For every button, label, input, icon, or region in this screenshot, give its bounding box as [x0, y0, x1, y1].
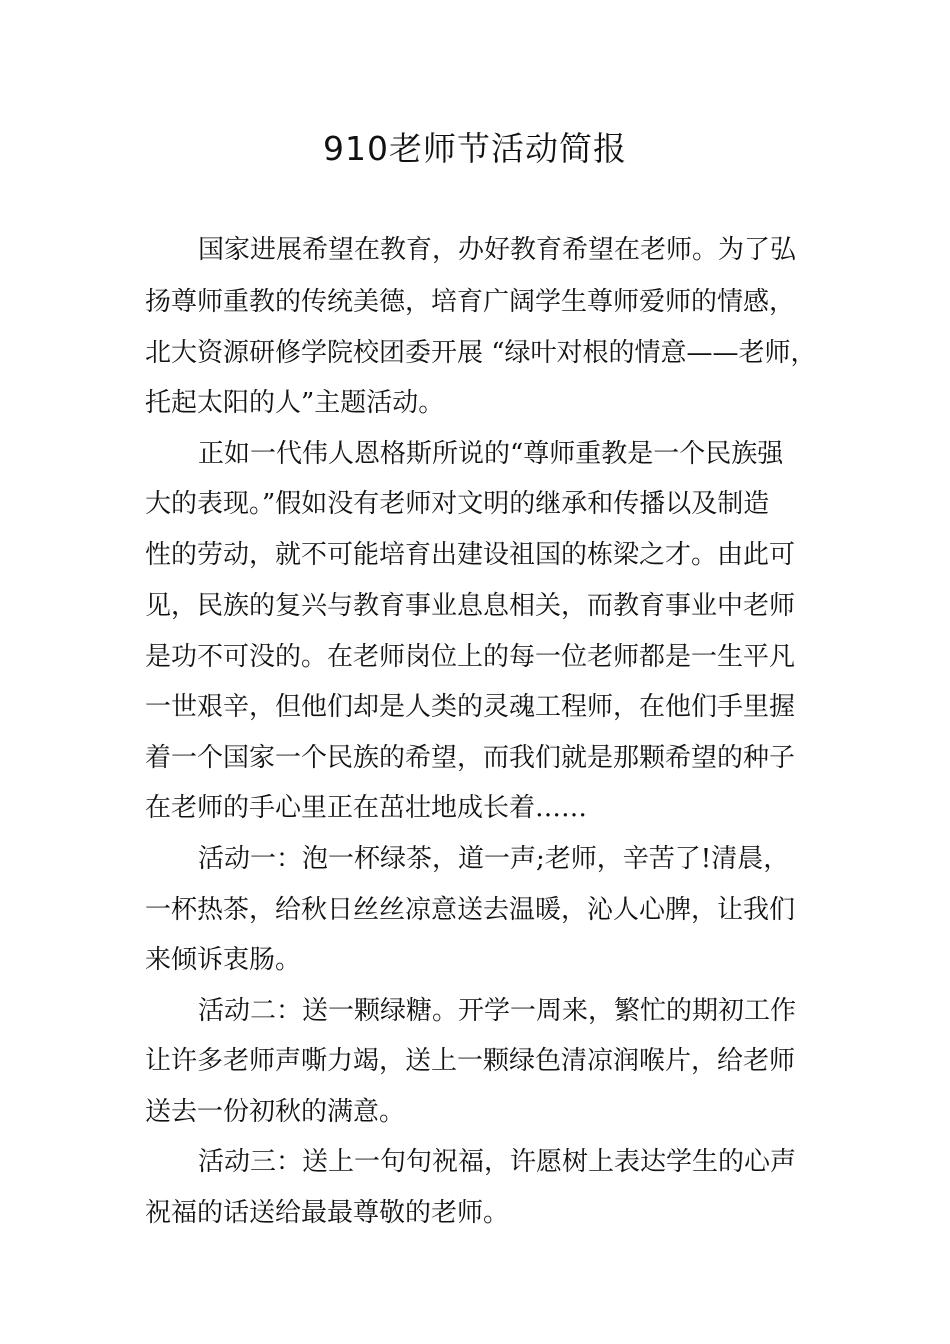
paragraph-2-line-2: 大的表现。”假如没有老师对文明的继承和传播以及制造: [145, 489, 770, 519]
paragraph-2-line-6: 一世艰辛，但他们却是人类的灵魂工程师，在他们手里握: [145, 692, 796, 722]
paragraph-2-line-7: 着一个国家一个民族的希望，而我们就是那颗希望的种子: [145, 743, 796, 773]
paragraph-3-line-3: 来倾诉衷肠。: [145, 945, 302, 975]
paragraph-4-line-2: 让许多老师声嘶力竭，送上一颗绿色清凉润喉片，给老师: [145, 1046, 796, 1076]
paragraph-1-line-2: 扬尊师重教的传统美德，培育广阔学生尊师爱师的情感，: [145, 287, 796, 317]
paragraph-4-line-1: 活动二：送一颗绿糖。开学一周来，繁忙的期初工作: [198, 996, 797, 1026]
paragraph-2-line-3: 性的劳动，就不可能培育出建设祖国的栋梁之才。由此可: [145, 540, 796, 570]
paragraph-1-line-3: 北大资源研修学院校团委开展 “绿叶对根的情意——老师，: [145, 338, 817, 368]
paragraph-3-line-2: 一杯热茶，给秋日丝丝凉意送去温暖，沁人心脾，让我们: [145, 895, 796, 925]
paragraph-1-line-1: 国家进展希望在教育，办好教育希望在老师。为了弘: [198, 235, 797, 265]
paragraph-1-line-4: 托起太阳的人”主题活动。: [145, 388, 445, 418]
paragraph-2-line-8: 在老师的手心里正在茁壮地成长着……: [145, 793, 588, 823]
paragraph-2-line-5: 是功不可没的。在老师岗位上的每一位老师都是一生平凡: [145, 642, 796, 672]
paragraph-3-line-1: 活动一：泡一杯绿茶，道一声;老师，辛苦了!清晨，: [198, 844, 790, 874]
paragraph-5-line-2: 祝福的话送给最最尊敬的老师。: [145, 1198, 510, 1228]
paragraph-2-line-4: 见，民族的复兴与教育事业息息相关，而教育事业中老师: [145, 591, 796, 621]
paragraph-5-line-1: 活动三：送上一句句祝福，许愿树上表达学生的心声: [198, 1147, 797, 1177]
paragraph-4-line-3: 送去一份初秋的满意。: [145, 1097, 406, 1127]
paragraph-2-line-1: 正如一代伟人恩格斯所说的“尊师重教是一个民族强: [198, 439, 784, 469]
document-title: 910老师节活动简报: [323, 129, 627, 168]
